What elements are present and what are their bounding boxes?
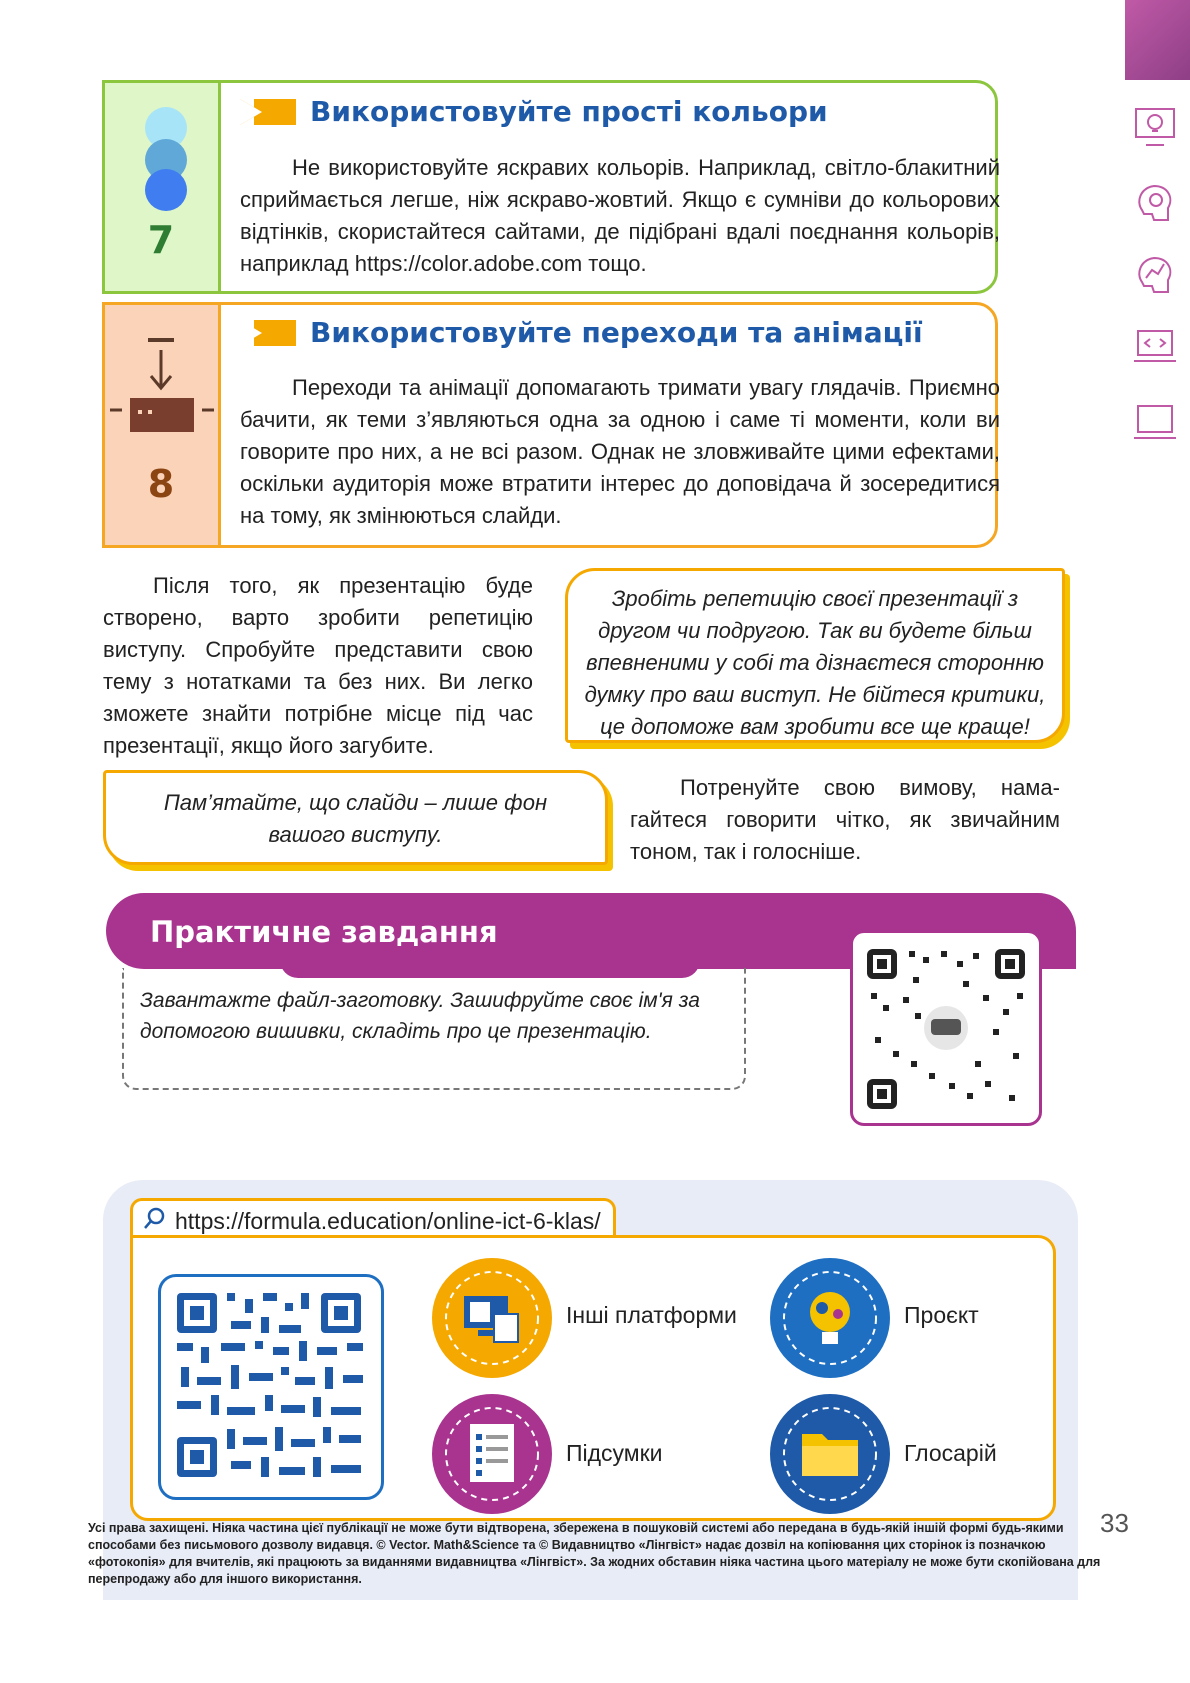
tip-title-text: Використовуйте переходи та анімації bbox=[310, 316, 923, 349]
code-laptop-icon bbox=[1132, 325, 1178, 371]
lightbulb-screen-icon bbox=[1132, 105, 1178, 151]
brain-chart-icon bbox=[1132, 252, 1178, 298]
rehearsal-paragraph: Після того, як презентацію буде створено, варто зробити репетицію виступу. Спробуйте представити свою тему з нотатками та без них. Ви легко зможете знайти потрібне місце під час презентації, якщо його загубите. bbox=[103, 573, 533, 758]
search-icon bbox=[143, 1206, 167, 1236]
lightbulb-gears-icon[interactable] bbox=[770, 1258, 890, 1378]
laptop-icon bbox=[1132, 400, 1178, 446]
monitor-documents-icon[interactable] bbox=[432, 1258, 552, 1378]
callout-slides: Пам’ятайте, що слайди – лише фон вашого виступу. bbox=[103, 770, 608, 865]
resource-label[interactable]: Проєкт bbox=[904, 1302, 979, 1328]
tip-title bbox=[240, 316, 923, 349]
tip-text: Не використовуйте яскравих кольорів. Наприклад, світло-блакитний сприймається легше, ніж яскраво-жовтий. Якщо є сумніви до кольорових відтінків, скористайтеся сайтами, де підібрані вдалі поєднання кольорів, наприклад https://color.adobe.com тощо. bbox=[240, 155, 1000, 276]
page-number: 33 bbox=[1100, 1508, 1129, 1538]
arrow-icon bbox=[240, 99, 296, 125]
practical-task-text: Завантажте файл-заготовку. Зашифруйте своє ім'я за допомогою вишивки, складіть про це презентацію. bbox=[140, 989, 700, 1043]
copyright-footer: Усі права захищені. Ніяка частина цієї публікації не може бути відтворена, збережена в пошуковій системі або передана в будь-якій іншій формі будь-якими способами без письмового дозволу видавця. © Vector. Math&Science та © Видавництво «Лінгвіст» надає дозвіл на копіювання цих сторінок із позначкою «фотокопія» для вчителів, які працюють за виданнями видавництва «Лінгвіст». За жодних обставин ніяка частина цього матеріалу не може бути скопійована для перепродажу або для іншого використання. bbox=[88, 1521, 1101, 1586]
resource-url-text[interactable]: https://formula.education/online-ict-6-klas/ bbox=[175, 1207, 601, 1234]
animation-box-icon bbox=[110, 332, 214, 457]
checklist-icon[interactable] bbox=[432, 1394, 552, 1514]
resource-label[interactable]: Глосарій bbox=[904, 1440, 997, 1466]
brain-gear-icon bbox=[1132, 180, 1178, 226]
practical-task-title: Практичне завдання bbox=[150, 915, 498, 949]
tip-text: Переходи та анімації допомагають тримати увагу глядачів. Приємно бачити, як теми з’являються одна за одною і саме ті моменти, коли ви говорите про них, а не всі разом. Однак не зловживайте цими ефектами, оскільки аудиторія може втратити інтерес до доповідача й зосередитися на тому, як змінюються слайди. bbox=[240, 375, 1000, 528]
resource-label[interactable]: Підсумки bbox=[566, 1440, 663, 1466]
arrow-icon bbox=[240, 320, 296, 346]
resource-label[interactable]: Інші платформи bbox=[566, 1302, 737, 1328]
tip-title bbox=[240, 95, 828, 128]
callout-rehearse: Зробіть репетицію своєї презентації з другом чи подругою. Так ви будете більш впевненими у собі та дізнаєтеся сторонню думку про ваш виступ. Не бійтеся критики, це допоможе вам зробити все ще краще! bbox=[565, 568, 1065, 743]
tip-number: 7 bbox=[147, 218, 175, 262]
color-circles-icon bbox=[142, 106, 190, 216]
chapter-tab bbox=[1125, 0, 1190, 80]
tip-number: 8 bbox=[147, 462, 175, 506]
folder-icon[interactable] bbox=[770, 1394, 890, 1514]
task-qr-code[interactable] bbox=[850, 930, 1042, 1126]
tip-title-text: Використовуйте прості кольори bbox=[310, 95, 828, 128]
resources-qr-code[interactable] bbox=[158, 1274, 384, 1500]
voice-paragraph: Потренуйте свою вимову, намагайтеся говорити чітко, як звичайним тоном, так і голосніше. bbox=[630, 775, 1060, 864]
